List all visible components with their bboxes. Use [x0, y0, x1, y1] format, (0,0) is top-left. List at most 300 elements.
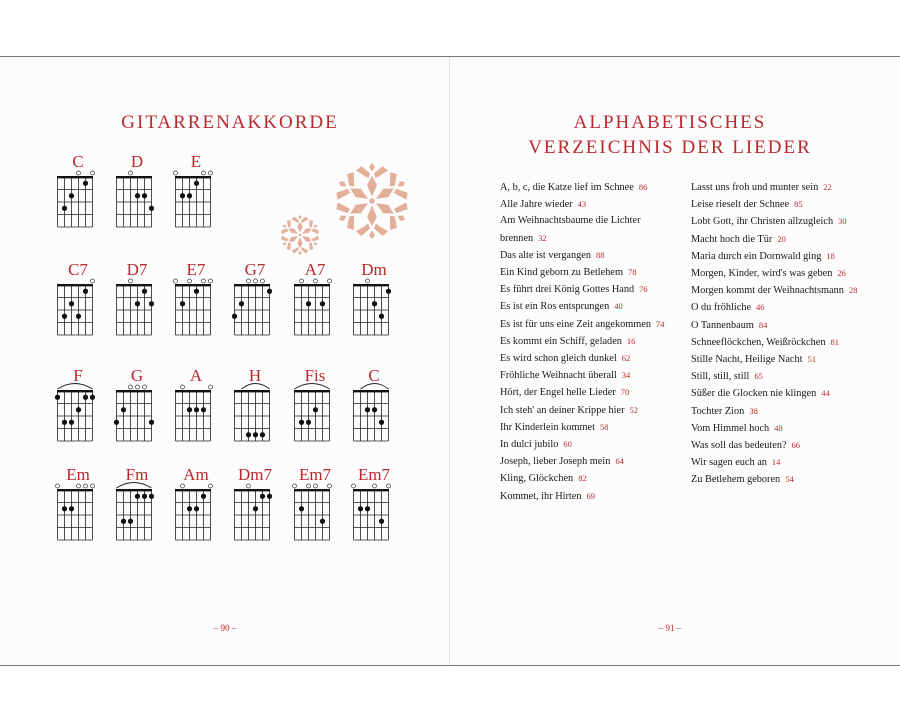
- snowflake-tip: [313, 224, 318, 229]
- open-string-marker: [387, 484, 391, 488]
- open-string-marker: [129, 279, 133, 283]
- finger-dot: [187, 193, 192, 198]
- chord-name: Dm: [361, 260, 387, 279]
- finger-dot: [299, 506, 304, 511]
- nut-bar: [353, 284, 389, 286]
- open-string-marker: [143, 385, 147, 389]
- nut-bar: [353, 390, 389, 392]
- snowflake-branch: [393, 185, 411, 203]
- chord-diagram: [225, 379, 285, 459]
- open-string-marker: [307, 484, 311, 488]
- song-title: Lasst uns froh und munter sein: [691, 182, 819, 193]
- barre-arc: [242, 384, 270, 390]
- song-index-column-2: [691, 179, 881, 489]
- song-page-number: 62: [621, 353, 631, 364]
- chord-diagram: [344, 478, 404, 558]
- page-number-left: – 90 –: [213, 623, 237, 633]
- song-title: Es wird schon gleich dunkel: [500, 353, 617, 365]
- song-title: Ich steh' an deiner Krippe hier: [500, 404, 625, 416]
- chord-name: Em: [66, 465, 90, 484]
- song-page-number: 52: [629, 404, 639, 415]
- chord-diagram: [166, 478, 226, 558]
- song-page-number: 38: [749, 405, 758, 416]
- song-page-number: 85: [794, 199, 803, 210]
- song-index-entry: [500, 179, 682, 196]
- chord-diagram: [48, 165, 108, 245]
- snowflake-branch: [393, 199, 411, 217]
- song-page-number: 66: [791, 440, 801, 451]
- finger-dot: [142, 494, 147, 499]
- finger-dot: [239, 301, 244, 306]
- finger-dot: [267, 289, 272, 294]
- finger-dot: [194, 289, 199, 294]
- song-title: Vom Himmel hoch: [691, 422, 770, 434]
- nut-bar: [234, 390, 270, 392]
- finger-dot: [194, 506, 199, 511]
- finger-dot: [201, 407, 206, 412]
- song-title: Alle Jahre wieder: [500, 199, 573, 211]
- song-index-column-1: [500, 179, 682, 505]
- song-page-number: 14: [771, 457, 781, 468]
- song-title: Das alte ist vergangen: [500, 249, 592, 261]
- nut-bar: [57, 390, 93, 392]
- chord-name: D: [130, 152, 144, 171]
- song-index-entry: [500, 470, 682, 487]
- song-page-number: 28: [848, 285, 858, 296]
- finger-dot: [128, 519, 133, 524]
- finger-dot: [114, 420, 119, 425]
- open-string-marker: [209, 484, 213, 488]
- finger-dot: [253, 506, 258, 511]
- snowflake-petal: [287, 234, 299, 244]
- nut-bar: [116, 489, 152, 491]
- song-index-entry: [500, 436, 682, 453]
- book-spread: [0, 56, 900, 666]
- song-page-number: 65: [754, 371, 763, 382]
- song-index-entry: [500, 419, 682, 436]
- nut-bar: [175, 390, 211, 392]
- chord-diagram: [107, 165, 167, 245]
- barre-arc: [295, 384, 330, 390]
- song-index-entry: [691, 231, 881, 248]
- open-string-marker: [91, 171, 95, 175]
- song-title: Ein Kind geborn zu Betlehem: [500, 267, 623, 279]
- nut-bar: [116, 176, 152, 178]
- finger-dot: [90, 395, 95, 400]
- open-string-marker: [202, 171, 206, 175]
- finger-dot: [69, 193, 74, 198]
- chord-name: D7: [126, 260, 148, 279]
- open-string-marker: [293, 484, 297, 488]
- finger-dot: [121, 407, 126, 412]
- finger-dot: [267, 494, 272, 499]
- song-title: Morgen, Kinder, wird's was geben: [691, 268, 833, 280]
- finger-dot: [379, 314, 384, 319]
- song-title: Maria durch ein Dornwald ging: [691, 250, 822, 262]
- song-page-number: 60: [563, 439, 572, 450]
- chord-diagram: [285, 379, 345, 459]
- finger-dot: [320, 519, 325, 524]
- snowflake-petal: [373, 199, 396, 218]
- chord-name: F: [73, 366, 83, 385]
- nut-bar: [234, 284, 270, 286]
- song-index-entry: [500, 350, 682, 367]
- chord-name: Am: [183, 465, 209, 484]
- song-index-entry: [691, 248, 881, 265]
- chord-diagram: [225, 478, 285, 558]
- snowflake-petal: [348, 199, 371, 218]
- song-title: Schneeflöckchen, Weißröckchen: [691, 336, 826, 348]
- open-string-marker: [314, 279, 318, 283]
- finger-dot: [142, 289, 147, 294]
- finger-dot: [142, 193, 147, 198]
- song-title: Fröhliche Weihnacht überall: [500, 370, 617, 382]
- song-title: Tochter Zion: [691, 405, 745, 417]
- song-title: Stille Nacht, Heilige Nacht: [691, 354, 803, 366]
- barre-arc: [117, 483, 152, 489]
- finger-dot: [62, 420, 67, 425]
- song-title: Es führt drei König Gottes Hand: [500, 284, 635, 296]
- song-title: Morgen kommt der Weihnachtsmann: [691, 285, 844, 297]
- open-string-marker: [181, 385, 185, 389]
- song-index-entry: [500, 213, 682, 246]
- chord-diagram: [285, 273, 345, 353]
- finger-dot: [246, 432, 251, 437]
- song-title: Zu Betlehem geboren: [691, 474, 781, 486]
- open-string-marker: [261, 279, 265, 283]
- nut-bar: [116, 390, 152, 392]
- chord-diagram: [107, 379, 167, 459]
- song-index-entry: [691, 403, 881, 420]
- open-string-marker: [328, 279, 332, 283]
- song-index-entry: [500, 453, 682, 470]
- song-index-entry: [691, 265, 881, 282]
- song-index-entry: [500, 298, 682, 315]
- nut-bar: [57, 489, 93, 491]
- nut-bar: [57, 284, 93, 286]
- song-index-entry: [691, 282, 881, 299]
- song-page-number: 88: [596, 249, 605, 260]
- song-page-number: 78: [627, 267, 637, 278]
- index-page-title: [520, 110, 820, 160]
- snowflake-petal: [367, 176, 377, 197]
- finger-dot: [260, 432, 265, 437]
- finger-dot: [358, 506, 363, 511]
- finger-dot: [372, 301, 377, 306]
- finger-dot: [253, 432, 258, 437]
- open-string-marker: [209, 171, 213, 175]
- song-page-number: 30: [838, 216, 847, 227]
- snowflake-branch: [301, 247, 308, 253]
- snowflake-tip: [338, 179, 348, 188]
- song-page-number: 86: [638, 182, 648, 192]
- song-index-entry: [691, 454, 881, 471]
- song-index-entry: [691, 213, 881, 230]
- song-page-number: 84: [758, 319, 768, 330]
- snowflake-petal: [301, 226, 313, 236]
- chord-diagram: [48, 478, 108, 558]
- song-page-number: 64: [615, 456, 624, 467]
- snowflake-tip: [313, 241, 318, 246]
- song-index-entry: [500, 384, 682, 401]
- song-title: Macht hoch die Tür: [691, 233, 773, 245]
- song-title: A, b, c, die Katze lief im Schnee: [500, 182, 634, 193]
- snowflake-petal: [301, 234, 313, 244]
- song-title: Leise rieselt der Schnee: [691, 199, 790, 211]
- snowflake-tip: [282, 224, 287, 229]
- song-index-entry: [691, 334, 881, 351]
- snowflake-branch: [292, 247, 299, 253]
- open-string-marker: [91, 484, 95, 488]
- song-index-entry: [691, 420, 881, 437]
- open-string-marker: [254, 279, 258, 283]
- song-page-number: 26: [837, 268, 846, 279]
- finger-dot: [232, 314, 237, 319]
- song-index-entry: [500, 488, 682, 505]
- finger-dot: [194, 407, 199, 412]
- song-index-entry: [500, 333, 682, 350]
- open-string-marker: [129, 171, 133, 175]
- finger-dot: [121, 519, 126, 524]
- snowflake-branch: [311, 227, 320, 237]
- nut-bar: [294, 489, 330, 491]
- index-title-line-1: ALPHABETISCHES: [573, 112, 767, 133]
- song-page-number: 54: [785, 474, 794, 485]
- song-page-number: 43: [577, 199, 587, 210]
- nut-bar: [116, 284, 152, 286]
- open-string-marker: [209, 385, 213, 389]
- snowflake-petal: [373, 184, 396, 203]
- open-string-marker: [328, 484, 332, 488]
- page-gutter: [449, 57, 450, 665]
- finger-dot: [379, 420, 384, 425]
- chord-name: A7: [304, 260, 326, 279]
- finger-dot: [260, 494, 265, 499]
- barre-arc: [58, 384, 93, 390]
- finger-dot: [69, 506, 74, 511]
- chord-diagram: [225, 273, 285, 353]
- song-index-entry: [691, 179, 881, 196]
- snowflake-large-icon: [332, 161, 412, 241]
- finger-dot: [386, 289, 391, 294]
- snowflake-tip: [369, 231, 375, 239]
- finger-dot: [149, 206, 154, 211]
- finger-dot: [372, 407, 377, 412]
- finger-dot: [180, 193, 185, 198]
- open-string-marker: [129, 385, 133, 389]
- song-page-number: 51: [807, 354, 817, 365]
- snowflake-tip: [298, 251, 301, 255]
- chord-name: Em7: [357, 465, 391, 484]
- song-index-entry: [691, 471, 881, 488]
- open-string-marker: [366, 279, 370, 283]
- song-index-entry: [500, 264, 682, 281]
- song-index-entry: [691, 299, 881, 316]
- nut-bar: [175, 176, 211, 178]
- chord-diagram: [48, 273, 108, 353]
- song-title: Lobt Gott, ihr Christen allzugleich: [691, 216, 834, 228]
- chord-name: Em7: [298, 465, 332, 484]
- open-string-marker: [373, 484, 377, 488]
- open-string-marker: [247, 279, 251, 283]
- nut-bar: [175, 489, 211, 491]
- open-string-marker: [202, 279, 206, 283]
- finger-dot: [299, 420, 304, 425]
- index-title-line-2: VERZEICHNIS DER LIEDER: [528, 137, 812, 158]
- chord-name: Fis: [304, 366, 326, 385]
- song-page-number: 18: [826, 250, 835, 261]
- song-index-entry: [691, 196, 881, 213]
- snowflake-center: [299, 234, 302, 237]
- finger-dot: [62, 206, 67, 211]
- snowflake-tip: [396, 179, 406, 188]
- finger-dot: [365, 506, 370, 511]
- open-string-marker: [209, 279, 213, 283]
- finger-dot: [135, 494, 140, 499]
- finger-dot: [306, 301, 311, 306]
- snowflake-tip: [338, 213, 348, 222]
- open-string-marker: [352, 484, 356, 488]
- finger-dot: [194, 181, 199, 186]
- song-index-entry: [500, 196, 682, 213]
- chord-diagram: [107, 273, 167, 353]
- chord-name: C: [72, 152, 84, 171]
- chord-diagram: [48, 379, 108, 459]
- snowflake-branch: [280, 234, 289, 244]
- song-title: Ihr Kinderlein kommet: [500, 421, 595, 433]
- finger-dot: [306, 420, 311, 425]
- chord-diagram: [285, 478, 345, 558]
- chord-name: Fm: [125, 465, 149, 484]
- song-page-number: 81: [830, 336, 839, 347]
- song-title: Kling, Glöckchen: [500, 473, 574, 485]
- open-string-marker: [247, 484, 251, 488]
- snowflake-branch: [356, 224, 370, 236]
- snowflake-branch: [311, 234, 320, 244]
- open-string-marker: [77, 484, 81, 488]
- nut-bar: [175, 284, 211, 286]
- snowflake-branch: [334, 199, 352, 217]
- finger-dot: [76, 407, 81, 412]
- song-index-entry: [500, 316, 682, 333]
- chord-name: G7: [244, 260, 266, 279]
- nut-bar: [57, 176, 93, 178]
- finger-dot: [83, 289, 88, 294]
- song-title: O Tannenbaum: [691, 319, 754, 331]
- song-title: O du fröhliche: [691, 302, 752, 314]
- chords-page-title: GITARRENAKKORDE: [121, 112, 339, 133]
- chord-name: A: [189, 366, 203, 385]
- song-index-entry: [500, 281, 682, 298]
- open-string-marker: [188, 279, 192, 283]
- song-page-number: 40: [614, 301, 623, 312]
- finger-dot: [365, 407, 370, 412]
- finger-dot: [149, 301, 154, 306]
- chord-name: E7: [186, 260, 206, 279]
- song-title: Es kommt ein Schiff, geladen: [500, 335, 622, 347]
- song-page-number: 44: [821, 388, 830, 399]
- song-title: In dulci jubilo: [500, 439, 559, 451]
- song-page-number: 46: [756, 302, 765, 313]
- open-string-marker: [174, 279, 178, 283]
- song-page-number: 22: [823, 182, 832, 192]
- finger-dot: [83, 395, 88, 400]
- finger-dot: [320, 301, 325, 306]
- song-title: Wir sagen euch an: [691, 457, 767, 469]
- song-page-number: 76: [639, 284, 648, 295]
- song-title: Was soll das bedeuten?: [691, 440, 787, 452]
- song-index-entry: [691, 385, 881, 402]
- song-page-number: 82: [578, 473, 587, 484]
- chord-diagram: [166, 379, 226, 459]
- finger-dot: [180, 301, 185, 306]
- song-page-number: 34: [621, 370, 631, 381]
- song-page-number: 32: [538, 232, 547, 243]
- song-title: Am Weihnachtsbaume die Lichter brennen: [500, 215, 641, 244]
- snowflake-branch: [374, 224, 388, 236]
- open-string-marker: [77, 171, 81, 175]
- barre-arc: [361, 384, 389, 390]
- finger-dot: [379, 519, 384, 524]
- song-title: Es ist für uns eine Zeit angekommen: [500, 318, 651, 330]
- open-string-marker: [84, 484, 88, 488]
- finger-dot: [187, 506, 192, 511]
- finger-dot: [83, 181, 88, 186]
- snowflake-tip: [282, 241, 287, 246]
- chord-name: C: [368, 366, 380, 385]
- open-string-marker: [91, 279, 95, 283]
- chord-name: Dm7: [238, 465, 272, 484]
- chord-diagram: [166, 165, 226, 245]
- finger-dot: [149, 494, 154, 499]
- song-index-entry: [691, 437, 881, 454]
- finger-dot: [135, 301, 140, 306]
- chord-name: H: [248, 366, 262, 385]
- song-page-number: 74: [655, 318, 665, 329]
- chord-name: G: [130, 366, 144, 385]
- nut-bar: [294, 390, 330, 392]
- open-string-marker: [300, 279, 304, 283]
- song-title: Still, still, still: [691, 371, 750, 383]
- chord-diagram: [344, 273, 404, 353]
- snowflake-branch: [292, 217, 299, 223]
- finger-dot: [135, 193, 140, 198]
- snowflake-tip: [298, 215, 301, 219]
- finger-dot: [313, 407, 318, 412]
- snowflake-branch: [374, 166, 388, 178]
- snowflake-tip: [369, 163, 375, 171]
- snowflake-small-icon: [279, 214, 321, 256]
- open-string-marker: [136, 385, 140, 389]
- open-string-marker: [56, 484, 60, 488]
- open-string-marker: [314, 484, 318, 488]
- chord-diagram: [166, 273, 226, 353]
- finger-dot: [62, 314, 67, 319]
- snowflake-petal: [287, 226, 299, 236]
- finger-dot: [187, 407, 192, 412]
- song-title: Es ist ein Ros entsprungen: [500, 301, 610, 313]
- snowflake-branch: [334, 185, 352, 203]
- snowflake-petal: [367, 206, 377, 227]
- snowflake-tip: [396, 213, 406, 222]
- finger-dot: [69, 420, 74, 425]
- song-title: Joseph, lieber Joseph mein: [500, 456, 611, 468]
- song-index-entry: [500, 367, 682, 384]
- snowflake-petal: [297, 222, 302, 233]
- open-string-marker: [174, 171, 178, 175]
- finger-dot: [55, 395, 60, 400]
- song-title: Süßer die Glocken nie klingen: [691, 388, 817, 400]
